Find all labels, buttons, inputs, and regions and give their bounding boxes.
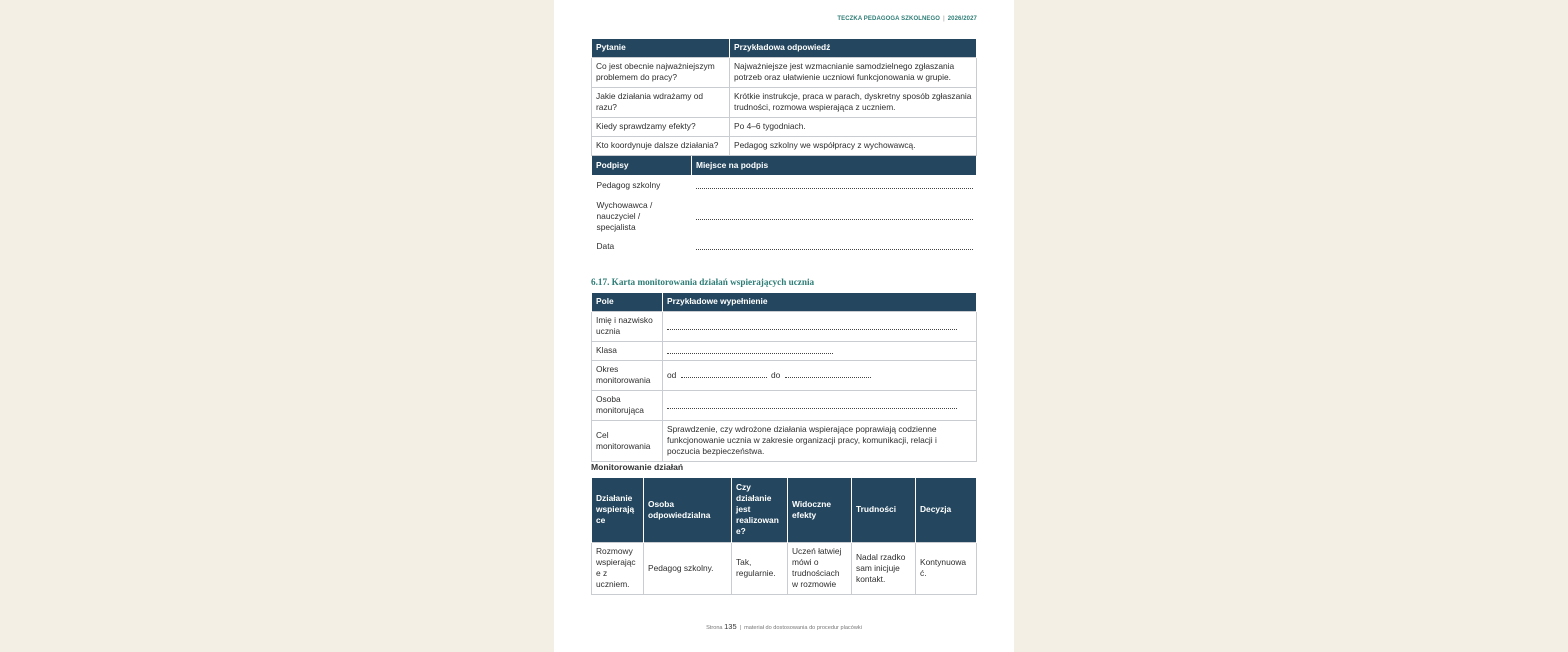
table-row [592,195,977,237]
header-year: 2026/2027 [947,16,977,22]
mon-cell-decision: Kontynuowa ć. [916,542,977,594]
monitoring-actions-table [591,478,977,595]
card-field-label: Klasa [592,341,663,360]
signatures-header-row [592,156,977,175]
qa-question: Jakie działania wdrażamy od razu? [592,87,730,117]
table-row [592,57,977,87]
card-field-label: Osoba monitorująca [592,390,663,420]
mon-cell-effects: Uczeń łatwiej mówi o trudnościach w rozmowie [788,542,852,594]
table-row [592,390,977,420]
qa-question: Kto koordynuje dalsze działania? [592,136,730,155]
card-field-label: Cel monitorowania [592,420,663,461]
table-row [592,117,977,136]
header-title: TECZKA PEDAGOGA SZKOLNEGO [837,16,941,22]
table-row [592,87,977,117]
document-page [554,0,1014,652]
mon-header-responsible: Osoba odpowiedzialna [644,478,732,542]
signature-role: Pedagog szkolny [596,179,661,190]
qa-answer: Krótkie instrukcje, praca w parach, dyskretny sposób zgłaszania trudności, rozmowa wspierająca z uczniem. [730,87,977,117]
qa-header-question: Pytanie [592,39,730,57]
mon-header-effects: Widoczne efekty [788,478,852,542]
mon-header-implemented: Czy działanie jest realizowan e? [732,478,788,542]
running-header: TECZKA PEDAGOGA SZKOLNEGO | 2026/2027 [837,16,977,22]
card-header-field: Pole [592,293,663,311]
qa-question: Kiedy sprawdzamy efekty? [592,117,730,136]
qa-answer: Najważniejsze jest wzmacnianie samodzielnego zgłaszania potrzeb oraz ułatwienie uczniowi funkcjonowania w grupie. [730,57,977,87]
page-label: Strona [706,625,723,631]
table-row [592,311,977,341]
monitoring-card-table [591,293,977,462]
card-field-blank [663,390,977,420]
mon-cell-implemented: Tak, regularnie. [732,542,788,594]
table-row [592,360,977,390]
qa-answer: Po 4–6 tygodniach. [730,117,977,136]
monitoring-subheading: Monitorowanie działań [591,462,684,472]
signature-role: Wychowawca / nauczyciel / specjalista [596,199,653,232]
table-row [592,136,977,155]
mon-header-difficulties: Trudności [852,478,916,542]
mon-cell-responsible: Pedagog szkolny. [644,542,732,594]
mon-header-action: Działanie wspierają ce [592,478,644,542]
monitoring-header-row [592,478,977,542]
qa-table [591,39,977,156]
page-footer: Strona 135 | materiał do dostosowania do procedur placówki [706,622,862,631]
card-field-blank [663,341,977,360]
period-from-label: od [667,369,677,380]
table-row [592,175,977,195]
qa-table-header-row [592,39,977,57]
mon-cell-action: Rozmowy wspierając e z uczniem. [592,542,644,594]
qa-header-answer: Przykładowa odpowiedź [730,39,977,57]
signatures-header-label: Podpisy [592,156,692,175]
card-table-header-row [592,293,977,311]
card-field-value: Sprawdzenie, czy wdrożone działania wspierające poprawiają codzienne funkcjonowanie ucznia w zakresie organizacji pracy, komunikacji, relacji i poczucia bezpieczeństwa. [663,420,977,461]
signature-line [692,175,977,195]
card-field-period [663,360,977,390]
signature-role: Data [596,241,615,251]
signatures-header-place: Miejsce na podpis [692,156,977,175]
card-field-label: Imię i nazwisko ucznia [592,311,663,341]
qa-question: Co jest obecnie najważniejszym problemem do pracy? [592,57,730,87]
card-field-label: Okres monitorowania [592,360,663,390]
signature-line [692,237,977,256]
section-title: 6.17. Karta monitorowania działań wspierających ucznia [591,277,815,287]
signature-line [692,195,977,237]
table-row [592,542,977,594]
card-field-blank [663,311,977,341]
mon-header-decision: Decyzja [916,478,977,542]
table-row [592,420,977,461]
page-number: 135 [724,622,737,631]
period-to-label: do [770,369,781,380]
table-row [592,341,977,360]
footer-note: materiał do dostosowania do procedur placówki [744,625,862,631]
signatures-table [591,156,977,256]
table-row [592,237,977,256]
qa-answer: Pedagog szkolny we współpracy z wychowawcą. [730,136,977,155]
mon-cell-difficulties: Nadal rzadko sam inicjuje kontakt. [852,542,916,594]
card-header-example: Przykładowe wypełnienie [663,293,977,311]
